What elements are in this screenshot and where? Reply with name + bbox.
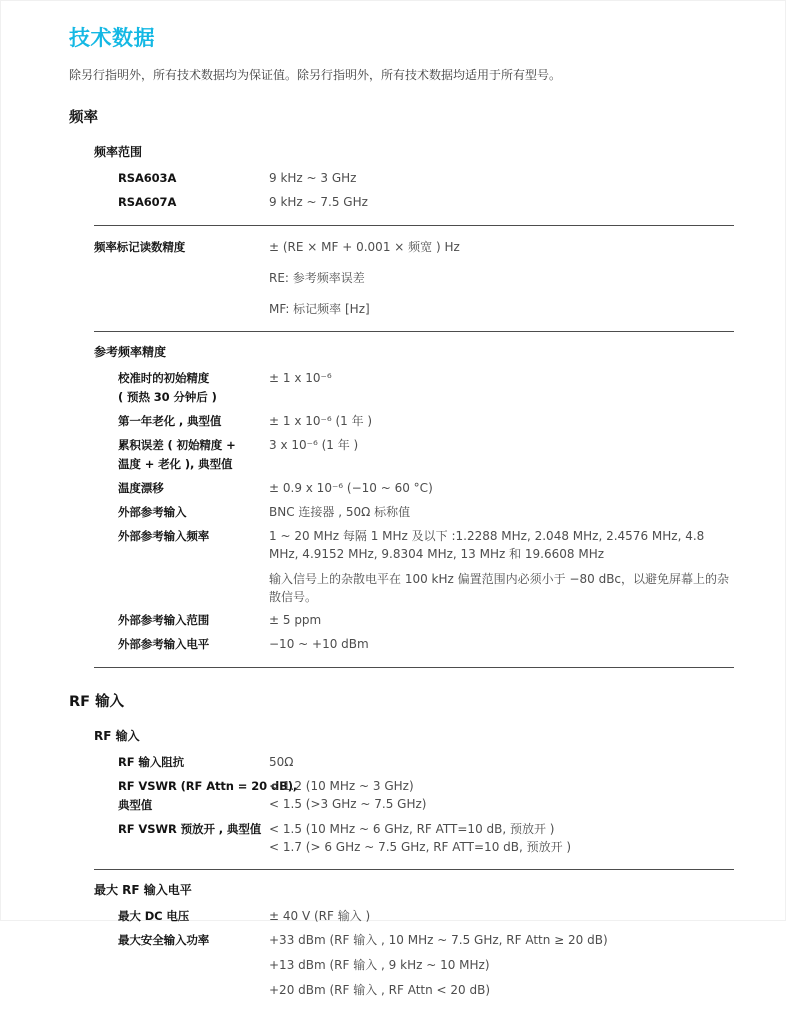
spec-value-line: < 1.5 (10 MHz ~ 6 GHz, RF ATT=10 dB, 预放开 ) (269, 822, 555, 836)
spec-value-line: MF: 标记频率 [Hz] (269, 302, 370, 316)
spec-row (94, 503, 734, 522)
spec-label (94, 479, 269, 498)
spec-value (269, 436, 734, 474)
spec-label (94, 527, 269, 606)
spec-value-line: ± 1 x 10⁻⁶ (269, 371, 332, 385)
spec-value-line: 输入信号上的杂散电平在 100 kHz 偏置范围内必须小于 −80 dBc，以避免屏幕上的杂散信号。 (269, 572, 730, 604)
spec-value-group (269, 820, 734, 856)
spec-value (269, 907, 734, 926)
spec-label (94, 931, 269, 999)
spec-value-group (269, 238, 734, 256)
section-title: 频率 (69, 110, 98, 126)
spec-value (269, 635, 734, 654)
spec-label-line: 温度漂移 (118, 481, 164, 495)
spec-row (94, 931, 734, 999)
spec-value-line: +33 dBm (RF 输入 , 10 MHz ~ 7.5 GHz, RF Attn ≥ 20 dB) (269, 933, 608, 947)
spec-label-line: 典型值 (118, 798, 153, 812)
spec-value-line: RE: 参考频率误差 (269, 271, 365, 285)
spec-value-group (269, 956, 734, 974)
spec-label (94, 369, 269, 407)
spec-row (94, 369, 734, 407)
spec-value (269, 412, 734, 431)
spec-label (94, 169, 269, 188)
spec-value-line: −10 ~ +10 dBm (269, 637, 369, 651)
spec-block (94, 144, 734, 226)
spec-label (94, 193, 269, 212)
spec-label (94, 238, 269, 318)
section-title: RF 输入 (69, 694, 125, 710)
spec-row (94, 436, 734, 474)
spec-row (94, 193, 734, 212)
spec-label-line: 累积误差 ( 初始精度 + (118, 438, 236, 452)
spec-label-line: 外部参考输入范围 (118, 613, 210, 627)
spec-value-group (269, 503, 734, 521)
spec-value (269, 238, 734, 318)
spec-value (269, 753, 734, 772)
spec-label-line: 温度 + 老化 ), 典型值 (118, 457, 233, 471)
spec-value-line: < 1.5 (>3 GHz ~ 7.5 GHz) (269, 797, 427, 811)
spec-value-group (269, 931, 734, 949)
spec-value-group (269, 412, 734, 430)
spec-value-group (269, 527, 734, 563)
spec-value-group (269, 300, 734, 318)
spec-value (269, 193, 734, 212)
spec-label (94, 820, 269, 856)
spec-value (269, 820, 734, 856)
spec-value-group (269, 777, 734, 813)
spec-label-line: 外部参考输入电平 (118, 637, 210, 651)
spec-row (94, 238, 734, 318)
spec-label-line: 外部参考输入 (118, 505, 187, 519)
spec-value-group (269, 753, 734, 771)
spec-value (269, 777, 734, 815)
spec-value-group (269, 479, 734, 497)
spec-row (94, 169, 734, 188)
spec-label-line: RF 输入阻抗 (118, 755, 185, 769)
spec-value-line: 1 ~ 20 MHz 每隔 1 MHz 及以下 :1.2288 MHz, 2.048 MHz, 2.4576 MHz, 4.8 MHz, 4.9152 MHz, 9.8304 MHz, 13 MHz 和 19.6608 MHz (269, 529, 705, 561)
spec-value (269, 611, 734, 630)
spec-label (94, 907, 269, 926)
spec-label-line: RSA607A (118, 195, 177, 209)
spec-value-group (269, 193, 734, 211)
spec-section (69, 694, 734, 1012)
spec-label (94, 503, 269, 522)
spec-value-line: 50Ω (269, 755, 294, 769)
spec-row (94, 611, 734, 630)
spec-value-line: ± 40 V (RF 输入 ) (269, 909, 371, 923)
page-title: 技术数据 (69, 26, 155, 50)
spec-sections-container (69, 110, 734, 1012)
spec-label (94, 635, 269, 654)
spec-value-line: ± 5 ppm (269, 613, 322, 627)
spec-value-line: BNC 连接器 , 50Ω 标称值 (269, 505, 411, 519)
spec-row (94, 479, 734, 498)
spec-value-group (269, 981, 734, 999)
spec-value-line: ± 0.9 x 10⁻⁶ (−10 ~ 60 °C) (269, 481, 433, 495)
spec-block (94, 728, 734, 870)
spec-value-line: +13 dBm (RF 输入 , 9 kHz ~ 10 MHz) (269, 958, 490, 972)
spec-label-line: RSA603A (118, 171, 177, 185)
spec-label-line: 最大 DC 电压 (118, 909, 190, 923)
spec-label-line: 校准时的初始精度 (118, 371, 210, 385)
block-heading: 频率范围 (94, 145, 143, 159)
spec-row (94, 820, 734, 856)
spec-value-group (269, 635, 734, 653)
spec-label (94, 412, 269, 431)
spec-label (94, 777, 298, 815)
spec-value-line: ± (RE × MF + 0.001 × 频宽 ) Hz (269, 240, 460, 254)
spec-block (94, 238, 734, 332)
spec-label (94, 611, 269, 630)
spec-row (94, 412, 734, 431)
spec-value-line: +20 dBm (RF 输入 , RF Attn < 20 dB) (269, 983, 491, 997)
spec-block (94, 344, 734, 668)
block-heading: 最大 RF 输入电平 (94, 883, 192, 897)
spec-value-group (269, 611, 734, 629)
spec-value-line: < 1.7 (> 6 GHz ~ 7.5 GHz, RF ATT=10 dB, 预放开 ) (269, 840, 572, 854)
spec-value-line: 9 kHz ~ 7.5 GHz (269, 195, 368, 209)
spec-value-line: 9 kHz ~ 3 GHz (269, 171, 357, 185)
intro-text: 除另行指明外，所有技术数据均为保证值。除另行指明外，所有技术数据均适用于所有型号。 (69, 68, 562, 82)
spec-value-group (269, 436, 734, 454)
block-heading: RF 输入 (94, 729, 140, 743)
spec-value-group (269, 269, 734, 287)
spec-value (269, 527, 734, 606)
spec-label-line: 频率标记读数精度 (94, 240, 186, 254)
spec-label-line: ( 预热 30 分钟后 ) (118, 390, 217, 404)
spec-row (94, 527, 734, 606)
spec-label-line: 第一年老化 , 典型值 (118, 414, 222, 428)
spec-value (269, 931, 734, 999)
spec-block (94, 882, 734, 1012)
spec-value-group (269, 169, 734, 187)
spec-label-line: RF VSWR (RF Attn = 20 dB), (118, 779, 298, 793)
spec-row (94, 753, 734, 772)
spec-value (269, 369, 734, 407)
block-heading: 参考频率精度 (94, 345, 167, 359)
spec-label-line: 外部参考输入频率 (118, 529, 210, 543)
spec-value (269, 479, 734, 498)
spec-value-group (269, 907, 734, 925)
spec-section (69, 110, 734, 668)
spec-value-line: 3 x 10⁻⁶ (1 年 ) (269, 438, 359, 452)
spec-row (94, 907, 734, 926)
spec-value-line: ± 1 x 10⁻⁶ (1 年 ) (269, 414, 373, 428)
spec-value-line: < 1.2 (10 MHz ~ 3 GHz) (269, 779, 414, 793)
spec-value-group (269, 369, 734, 387)
spec-row (94, 777, 734, 815)
spec-label (94, 436, 269, 474)
spec-label-line: RF VSWR 预放开 , 典型值 (118, 822, 262, 836)
spec-value-group (269, 570, 734, 606)
spec-row (94, 635, 734, 654)
spec-value (269, 503, 734, 522)
spec-label-line: 最大安全输入功率 (118, 933, 210, 947)
spec-value (269, 169, 734, 188)
spec-label (94, 753, 269, 772)
